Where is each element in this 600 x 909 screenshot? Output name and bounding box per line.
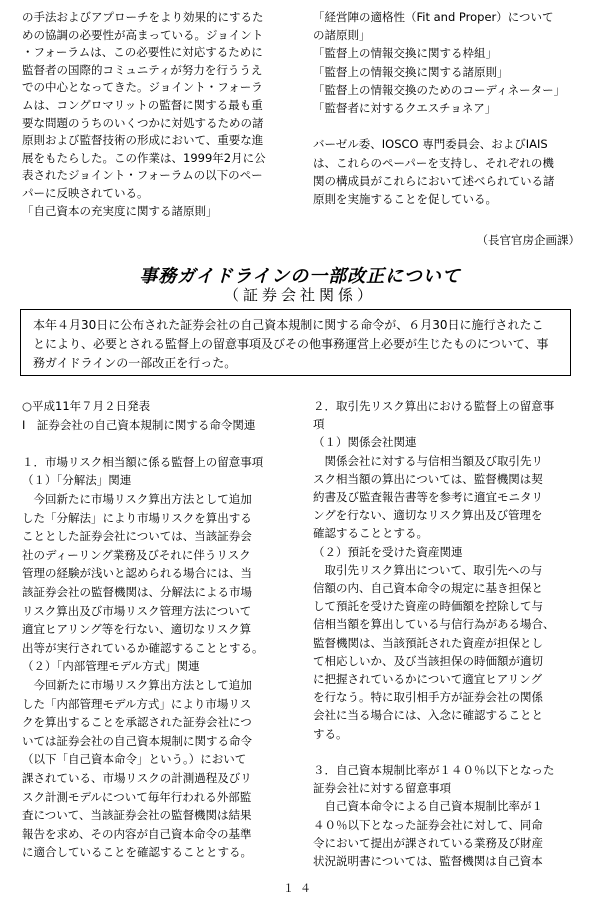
text-line: 「監督上の情報交換に関する枠組」 [313, 46, 497, 61]
text-line: （２）「内部管理モデル方式」関連 [22, 659, 200, 674]
text-line: Ⅰ 証券会社の自己資本規制に関する命令関連 [22, 417, 256, 432]
text-line: 社のディーリング業務及びそれに伴うリスク [22, 547, 251, 562]
text-line: 信相当額を算出している与信行為がある場合、 [313, 617, 555, 632]
text-line: 今回新たに市場リスク算出方法として追加 [22, 678, 252, 692]
text-line: いては証券会社の自己資本規制に関する命令 [22, 733, 252, 748]
text-line: 項 [313, 417, 325, 432]
text-line: ○平成11年７月２日発表 [22, 399, 151, 413]
text-line: クを算出することを承認された証券会社につ [22, 715, 252, 730]
text-line: 「監督上の情報交換に関する諸原則」 [313, 64, 509, 79]
text-line: に把握されているかについて適宜ヒアリング [313, 672, 543, 686]
text-line: 信額の内、自己資本命令の規定に基き担保と [313, 581, 543, 595]
article-subtitle: （証券会社関係） [223, 286, 376, 304]
text-line: スク相当額の算出については、監督機関は契 [313, 471, 543, 486]
article-title: 事務ガイドラインの一部改正について [139, 266, 461, 287]
text-line: 約書及び監査報告書等を参考に適宜モニタリ [313, 490, 543, 504]
text-line: 令において提出が課されている業務及び財産 [313, 835, 543, 850]
text-line: 査について、当該証券会社の監督機関は結果 [22, 808, 252, 823]
text-line: 監督者の国際的コミュニティが努力を行ううえ [22, 62, 263, 77]
summary-box [20, 309, 571, 376]
text-line: こととした証券会社については、当該証券会 [22, 529, 252, 544]
text-line: した「分解法」により市場リスクを算出する [22, 510, 252, 525]
text-line: リスク算出及び市場リスク管理方法について [22, 603, 252, 618]
text-line: 関係会社に対する与信相当額及び取引先リ [313, 453, 543, 468]
text-line: を行なう。特に取引相手方が証券会社の関係 [313, 690, 543, 705]
text-line: 本年４月30日に公布された証券会社の自己資本規制に関する命令が、６月30日に施行されたこ [33, 318, 544, 332]
text-line: 「自己資本の充実度に関する諸原則」 [22, 203, 218, 218]
text-line: する。 [313, 726, 348, 741]
text-line: 報告を求め、その内容が自己資本命令の基準 [22, 826, 252, 841]
text-line: 「経営陣の適格性（Fit and Proper）について [313, 10, 554, 24]
text-line: 展をもたらした。この作業は、1999年2月に公 [22, 150, 266, 165]
text-line: 要な問題のうちのいくつかに対処するための諸 [22, 115, 264, 130]
text-line: は、これらのペーパーを支持し、それぞれの機 [313, 155, 554, 170]
text-line: （以下「自己資本命令」という。）において [22, 752, 247, 767]
text-line: 監督機関は、当該預託された資産が担保とし [313, 635, 543, 650]
text-line: て相応しいか、及び当該担保の時価額が適切 [313, 653, 543, 668]
text-line: 関の構成員がこれらにおいて述べられている諸 [313, 173, 555, 188]
text-line: 原則および監督技術の形成において、重要な進 [22, 133, 264, 148]
text-line: 該証券会社の監督機関は、分解法による市場 [22, 585, 252, 599]
text-line: 管理の経験が浅いと認められる場合には、当 [22, 566, 252, 581]
text-line: ・フォーラムは、この必要性に対応するために [22, 45, 263, 60]
text-line: バーゼル委、IOSCO 専門委員会、およびIAIS [313, 137, 548, 152]
text-line: 出等が実行されているか確認することとする。 [22, 640, 264, 655]
text-line: １．市場リスク相当額に係る監督上の留意事項 [22, 454, 264, 469]
text-line: 務ガイドラインの一部改正を行った。 [33, 356, 237, 370]
page-number: １４ [283, 882, 317, 895]
text-line: ４０％以下となった証券会社に対して、同命 [313, 817, 543, 832]
text-line: した「内部管理モデル方式」により市場リス [22, 696, 252, 711]
text-line: 会社に当る場合には、入念に確認することと [313, 708, 543, 723]
text-line: 今回新たに市場リスク算出方法として追加 [22, 492, 252, 506]
text-line: 確認することとする。 [313, 526, 428, 541]
text-line: に適合していることを確認することとする。 [22, 845, 252, 860]
text-line: 原則を実施することを促している。 [313, 192, 497, 206]
text-line: 取引先リスク算出について、取引先への与 [313, 562, 543, 577]
text-line: 表されたジョイント・フォーラムの以下のペー [22, 168, 263, 183]
text-line: の諸原則」 [313, 28, 371, 43]
text-line: （１）「分解法」関連 [22, 473, 132, 488]
text-line: 適宜ヒアリング等を行ない、適切なリスク算 [22, 622, 252, 637]
text-line: パーに反映されている。 [22, 186, 149, 200]
text-line: での中心となってきた。ジョイント・フォーラ [22, 80, 263, 95]
text-line: （１）関係会社関連 [313, 435, 417, 450]
text-line: の手法およびアプローチをより効果的にするた [22, 10, 264, 24]
text-line: 証券会社に対する留意事項 [313, 781, 451, 796]
text-line: ムは、コングロマリットの監督に関する最も重 [22, 98, 263, 112]
text-line: ３．自己資本規制比率が１４０％以下となった [313, 763, 555, 777]
text-line: 「監督上の情報交換のためのコーディネーター」 [313, 82, 566, 97]
text-line: とにより、必要とされる監督上の留意事項及びその他事務運営上必要が生じたものについて、事 [33, 337, 549, 351]
text-line: ２．取引先リスク算出における監督上の留意事 [313, 399, 555, 413]
text-line: （２）預託を受けた資産関連 [313, 544, 463, 559]
department-credit: （長官官房企画課） [476, 233, 580, 247]
text-line: スク計測モデルについて毎年行われる外部監 [22, 789, 252, 804]
text-line: して預託を受けた資産の時価額を控除して与 [313, 599, 543, 614]
text-line: 状況説明書については、監督機関は自己資本 [313, 854, 543, 868]
text-line: 課されている、市場リスクの計測過程及びリ [22, 771, 252, 785]
text-line: ングを行ない、適切なリスク算出及び管理を [313, 508, 543, 523]
text-line: 「監督者に対するクエスチョネア」 [313, 101, 497, 115]
text-line: めの協調の必要性が高まっている。ジョイント [22, 27, 264, 42]
text-line: 自己資本命令による自己資本規制比率が１ [313, 799, 543, 814]
